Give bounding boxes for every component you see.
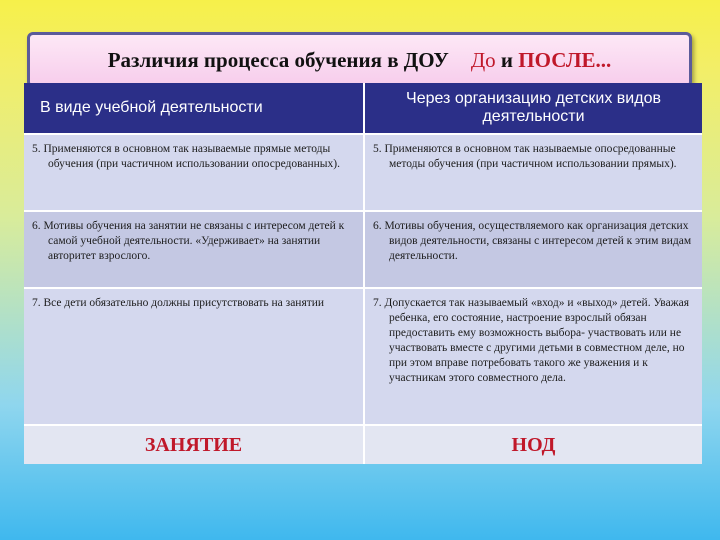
header-row bbox=[24, 83, 702, 134]
title-accent bbox=[471, 48, 611, 73]
table-row bbox=[24, 134, 702, 211]
cell-text: 5. Применяются в основном так называемые прямые методы обучения (при частичном использовании опосредованных). bbox=[32, 143, 340, 170]
table-cell bbox=[24, 288, 364, 425]
title-main: Различия процесса обучения в ДОУ bbox=[107, 47, 449, 72]
title-conj: и bbox=[500, 47, 514, 72]
cell-text: 7. Допускается так называемый «вход» и «выход» детей. Уважая ребенка, его состояние, настроение взрослый обязан предоставить ему возможность выбора- участвовать или не участвовать вместе с другими детьми в совместном деле, но при этом вправе потребовать такого же уважения и к участникам этого совместного дела. bbox=[373, 297, 690, 384]
header-activities-label: Через организацию детских видов деятельности bbox=[406, 90, 661, 125]
header-cell-lesson bbox=[24, 83, 364, 134]
table-cell bbox=[364, 134, 702, 211]
table-cell bbox=[24, 134, 364, 211]
header-lesson-label: В виде учебной деятельности bbox=[40, 99, 263, 116]
table-row bbox=[24, 211, 702, 288]
header-cell-activities bbox=[364, 83, 702, 134]
title-before: До bbox=[470, 47, 496, 72]
table-cell bbox=[24, 211, 364, 288]
table-row bbox=[24, 288, 702, 425]
footer-label-lesson: ЗАНЯТИЕ bbox=[24, 425, 364, 464]
footer-row bbox=[24, 425, 702, 464]
table-cell bbox=[364, 211, 702, 288]
title-after: ПОСЛЕ... bbox=[518, 47, 612, 72]
cell-text: 5. Применяются в основном так называемые опосредованные методы обучения (при частичном использовании прямых). bbox=[373, 143, 677, 170]
comparison-table bbox=[24, 83, 702, 464]
cell-text: 7. Все дети обязательно должны присутствовать на занятии bbox=[32, 297, 325, 309]
slide-title bbox=[27, 32, 692, 88]
cell-text: 6. Мотивы обучения на занятии не связаны с интересом детей к самой учебной деятельности. «Удерживает» на занятии авторитет взрослого. bbox=[32, 220, 345, 262]
footer-label-nod: НОД bbox=[364, 425, 702, 464]
cell-text: 6. Мотивы обучения, осуществляемого как организация детских видов деятельности, связаны с интересом детей к этим видам деятельности. bbox=[373, 220, 692, 262]
table-cell bbox=[364, 288, 702, 425]
